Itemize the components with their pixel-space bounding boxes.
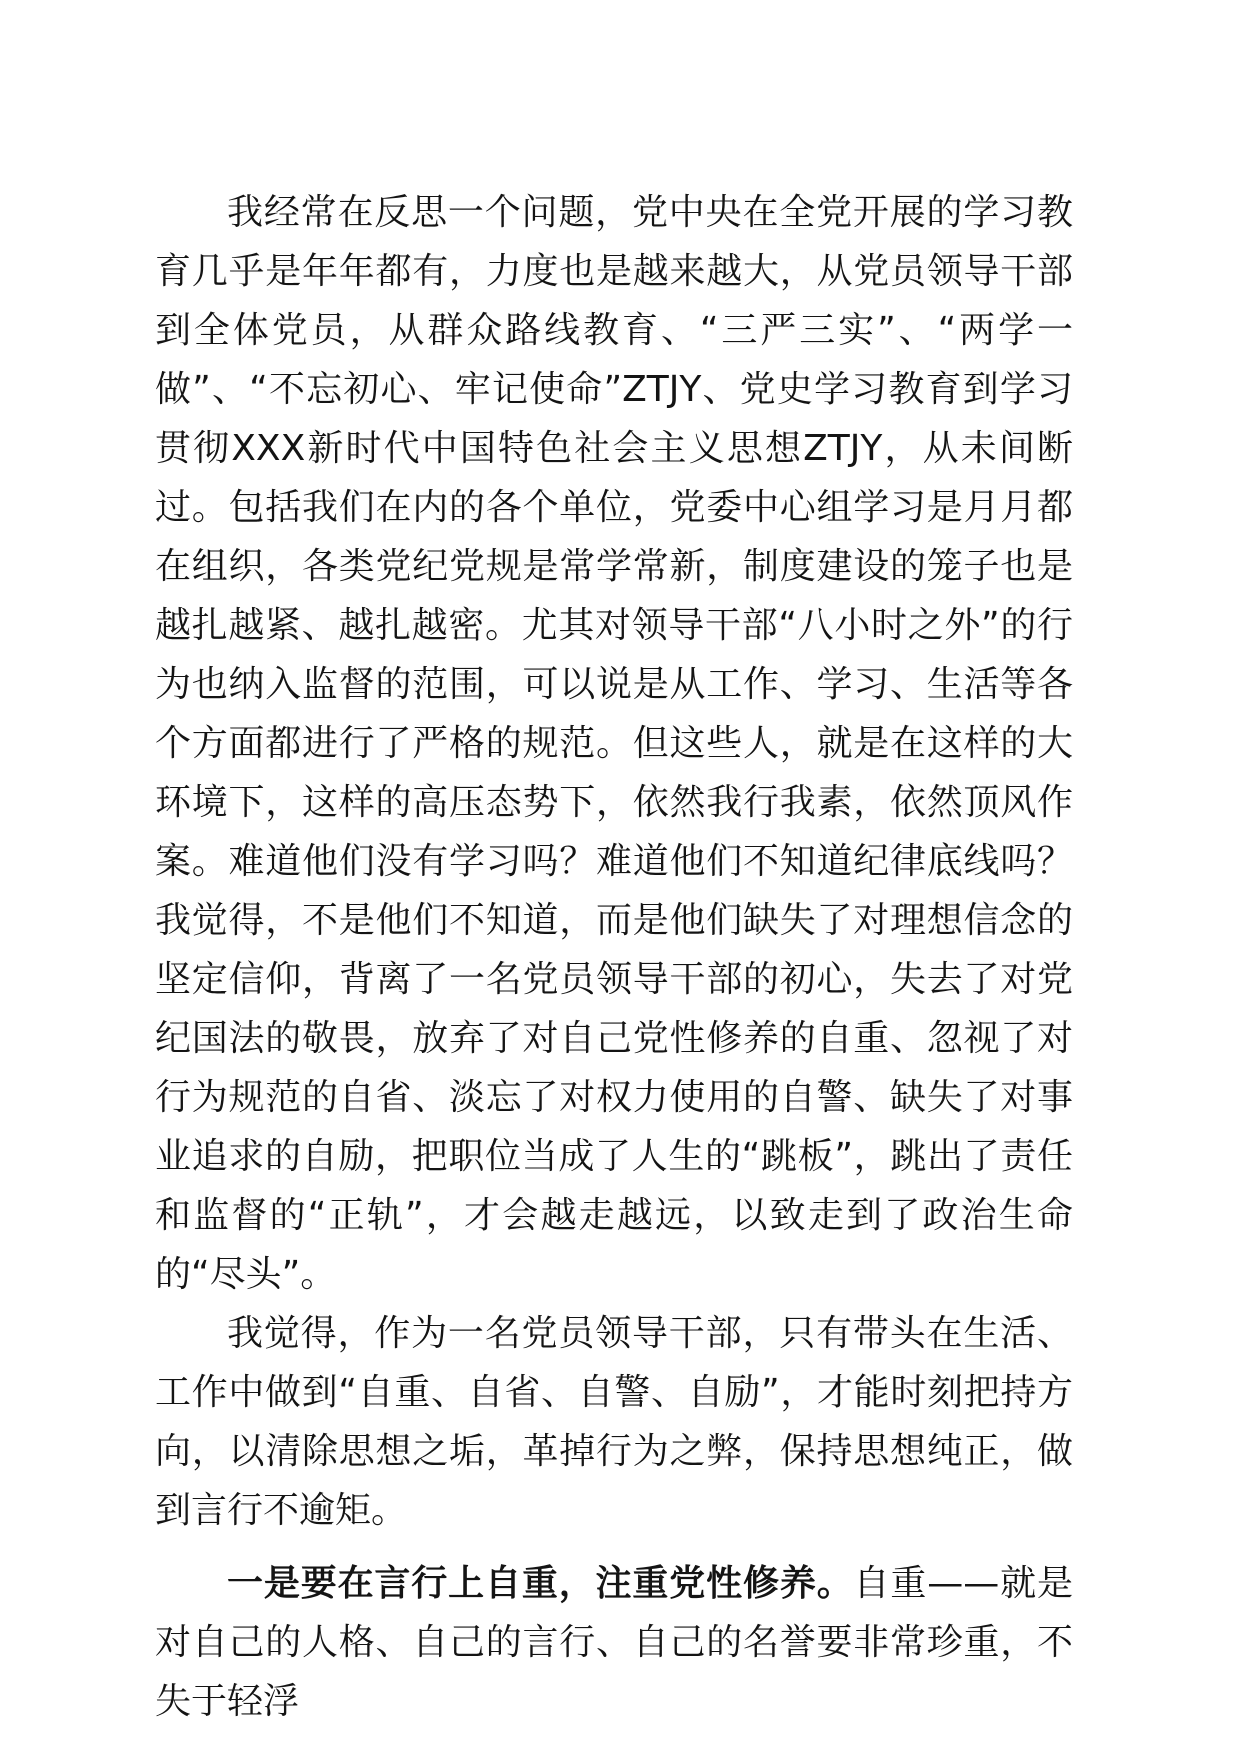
paragraph-reflection (155, 183, 1073, 1304)
paragraph-self-discipline (155, 1304, 1073, 1540)
document-body (155, 183, 1073, 1731)
paragraph-heading: 一是要在言行上自重，注重党性修养。 (227, 1563, 854, 1604)
paragraph-text: 我经常在反思一个问题，党中央在全党开展的学习教育几乎是年年都有，力度也是越来越大，从党员领导干部到全体党员，从群众路线教育、“三严三实”、“两学一做”、“不忘初心、牢记使命”ZTJY、党史学习教育到学习贯彻XXX新时代中国特色社会主义思想ZTJY，从未间断过。包括我们在内的各个单位，党委中心组学习是月月都在组织，各类党纪党规是常学常新，制度建设的笼子也是越扎越紧、越扎越密。尤其对领导干部“八小时之外”的行为也纳入监督的范围，可以说是从工作、学习、生活等各个方面都进行了严格的规范。但这些人，就是在这样的大环境下，这样的高压态势下，依然我行我素，依然顶风作案。难道他们没有学习吗？难道他们不知道纪律底线吗？我觉得，不是他们不知道，而是他们缺失了对理想信念的坚定信仰，背离了一名党员领导干部的初心，失去了对党纪国法的敬畏，放弃了对自己党性修养的自重、忽视了对行为规范的自省、淡忘了对权力使用的自警、缺失了对事业追求的自励，把职位当成了人生的“跳板”，跳出了责任和监督的“正轨”，才会越走越远，以致走到了政治生命的“尽头”。 (155, 192, 1073, 1295)
paragraph-text: 我觉得，作为一名党员领导干部，只有带头在生活、工作中做到“自重、自省、自警、自励”，才能时刻把持方向，以清除思想之垢，革掉行为之弊，保持思想纯正，做到言行不逾矩。 (155, 1313, 1073, 1531)
paragraph-point-one (155, 1554, 1073, 1731)
paragraph-text: 自重——就是对自己的人格、自己的言行、自己的名誉要非常珍重，不失于轻浮 (155, 1563, 1073, 1722)
